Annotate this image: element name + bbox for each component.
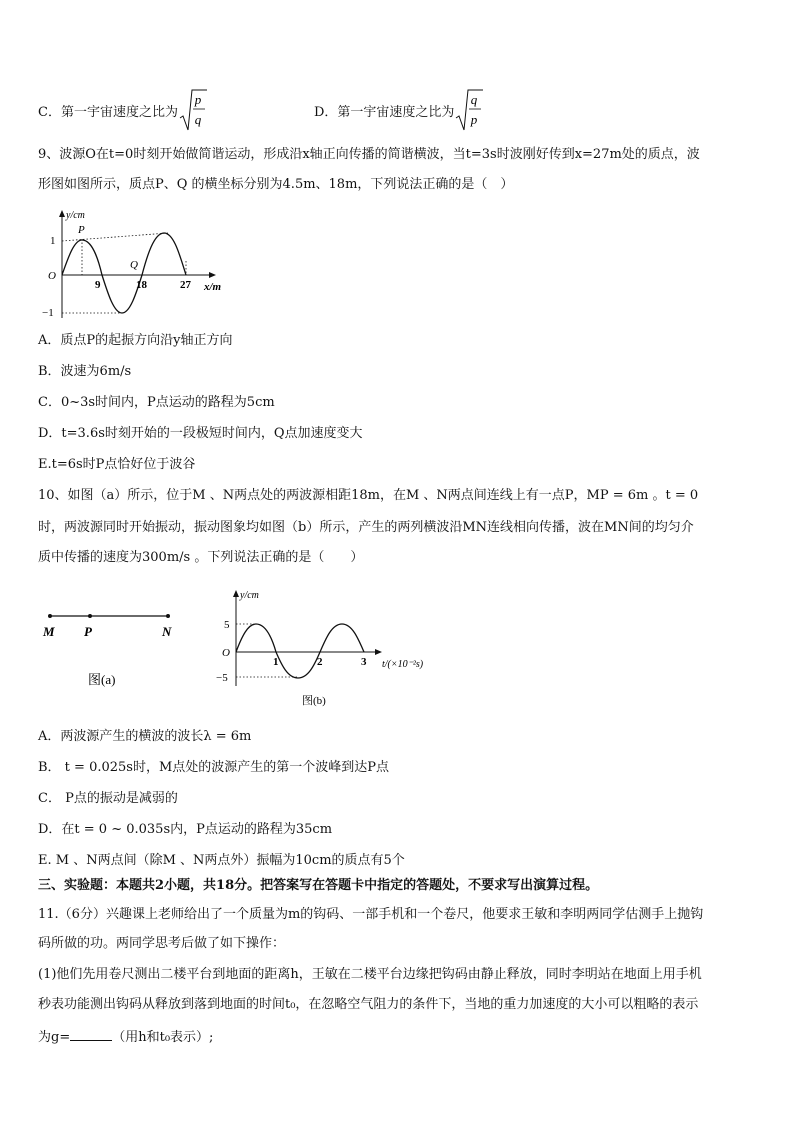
q8-option-c-den: q <box>194 112 202 127</box>
q11-line1: 11.（6分）兴趣课上老师给出了一个质量为m的钩码、一部手机和一个卷尺，他要求王敏和李明两同学估测手上抛钩 <box>38 907 704 922</box>
q10-point-p-dot <box>88 614 92 618</box>
q11-line3: (1)他们先用卷尺测出二楼平台到地面的距离h，王敏在二楼平台边缘把钩码由静止释放，同时李明站在地面上用手机 <box>38 967 702 982</box>
q10-option-d: D．在t = 0 ~ 0.035s内，P点运动的路程为35cm <box>38 822 333 837</box>
q10-stem-line3: 质中传播的速度为300m/s 。下列说法正确的是（ ） <box>38 550 364 565</box>
q9-x-arrow <box>209 272 216 278</box>
q9-point-p: P <box>78 224 85 236</box>
q10-point-m-dot <box>48 614 52 618</box>
q10-option-b: B． t = 0.025s时，M点处的波源产生的第一个波峰到达P点 <box>38 760 390 775</box>
q10-figure-b <box>212 586 474 712</box>
q10b-tick-3: 3 <box>361 656 367 668</box>
q9-tick-9: 9 <box>95 279 101 291</box>
q11-line5 <box>38 1028 213 1047</box>
q8-option-d-text: D．第一宇宙速度之比为 <box>314 104 455 120</box>
q11-line5-suffix: （用h和t₀表示）; <box>112 1030 214 1045</box>
section-3-heading: 三、实验题：本题共2小题，共18分。把答案写在答题卡中指定的答题处，不要求写出演算过程。 <box>38 878 599 893</box>
q9-option-e: E.t=6s时P点恰好位于波谷 <box>38 457 196 472</box>
q8-option-c <box>38 88 208 132</box>
q11-line2: 码所做的功。两同学思考后做了如下操作： <box>38 936 286 951</box>
q9-wave-graph <box>38 206 238 322</box>
q10-option-c: C． P点的振动是减弱的 <box>38 791 178 806</box>
q10b-origin: O <box>222 647 230 659</box>
q9-option-d: D．t=3.6s时刻开始的一段极短时间内，Q点加速度变大 <box>38 426 363 441</box>
q10-option-e: E. M 、N两点间（除M 、N两点外）振幅为10cm的质点有5个 <box>38 853 405 868</box>
q10b-wave-curve <box>236 624 364 678</box>
q9-origin: O <box>48 270 56 282</box>
q9-y-arrow <box>59 210 65 217</box>
q9-tick-27: 27 <box>180 279 191 291</box>
q10-caption-b: 图(b) <box>302 695 326 707</box>
q8-option-c-sqrt <box>178 88 208 132</box>
q9-tick-18: 18 <box>136 279 147 291</box>
q8-option-d-sqrt <box>454 88 484 132</box>
q9-option-c: C．0~3s时间内，P点运动的路程为5cm <box>38 395 275 410</box>
q9-y-pos: 1 <box>50 235 56 247</box>
q10b-y-label: y/cm <box>240 590 259 601</box>
q10b-x-label: t/(×10⁻²s) <box>382 659 424 670</box>
q11-line4: 秒表功能测出钩码从释放到落到地面的时间t₀，在忽略空气阻力的条件下，当地的重力加速度的大小可以粗略的表示 <box>38 997 699 1012</box>
q10b-y-arrow <box>233 590 239 597</box>
q10-point-n-dot <box>166 614 170 618</box>
q10-caption-a: 图(a) <box>88 672 116 687</box>
q10-option-a: A．两波源产生的横波的波长λ = 6m <box>38 729 252 744</box>
q8-option-d-num: q <box>471 92 478 107</box>
q10b-tick-1: 1 <box>273 656 279 668</box>
q9-y-neg: −1 <box>42 307 54 319</box>
q10-label-m: M <box>43 624 55 639</box>
q10-label-p: P <box>84 624 92 639</box>
q8-option-c-num: p <box>194 92 202 107</box>
q10-label-n: N <box>162 624 172 639</box>
q9-y-label: y/cm <box>66 210 85 221</box>
q9-wave-curve <box>62 233 186 313</box>
q9-stem-line2: 形图如图所示，质点P、Q 的横坐标分别为4.5m、18m，下列说法正确的是（ ） <box>38 177 514 192</box>
q8-option-d-den: p <box>471 112 478 127</box>
q9-point-q: Q <box>130 259 138 271</box>
q8-option-c-text: C．第一宇宙速度之比为 <box>38 104 178 120</box>
q10b-y-neg: −5 <box>216 672 228 684</box>
q9-option-b: B．波速为6m/s <box>38 364 132 379</box>
q10b-x-arrow <box>375 649 382 655</box>
q10b-tick-2: 2 <box>317 656 323 668</box>
q9-stem-line1: 9、波源O在t=0时刻开始做简谐运动，形成沿x轴正向传播的简谐横波，当t=3s时波刚好传到x=27m处的质点，波 <box>38 147 700 162</box>
q10-stem-line2: 时，两波源同时开始振动，振动图象均如图（b）所示，产生的两列横波沿MN连线相向传播，波在MN间的均匀介 <box>38 520 694 535</box>
q9-option-a: A．质点P的起振方向沿y轴正方向 <box>38 333 233 348</box>
q10b-y-pos: 5 <box>224 619 230 631</box>
q11-line5-prefix: 为g= <box>38 1030 71 1045</box>
q11-answer-blank[interactable] <box>70 1028 112 1041</box>
q10-figure-a <box>38 600 188 696</box>
q10-stem-line1: 10、如图（a）所示，位于M 、N两点处的两波源相距18m，在M 、N两点间连线上有一点P，MP = 6m 。t = 0 <box>38 488 699 503</box>
q8-option-d <box>314 88 484 132</box>
q9-x-label: x/m <box>204 281 222 293</box>
